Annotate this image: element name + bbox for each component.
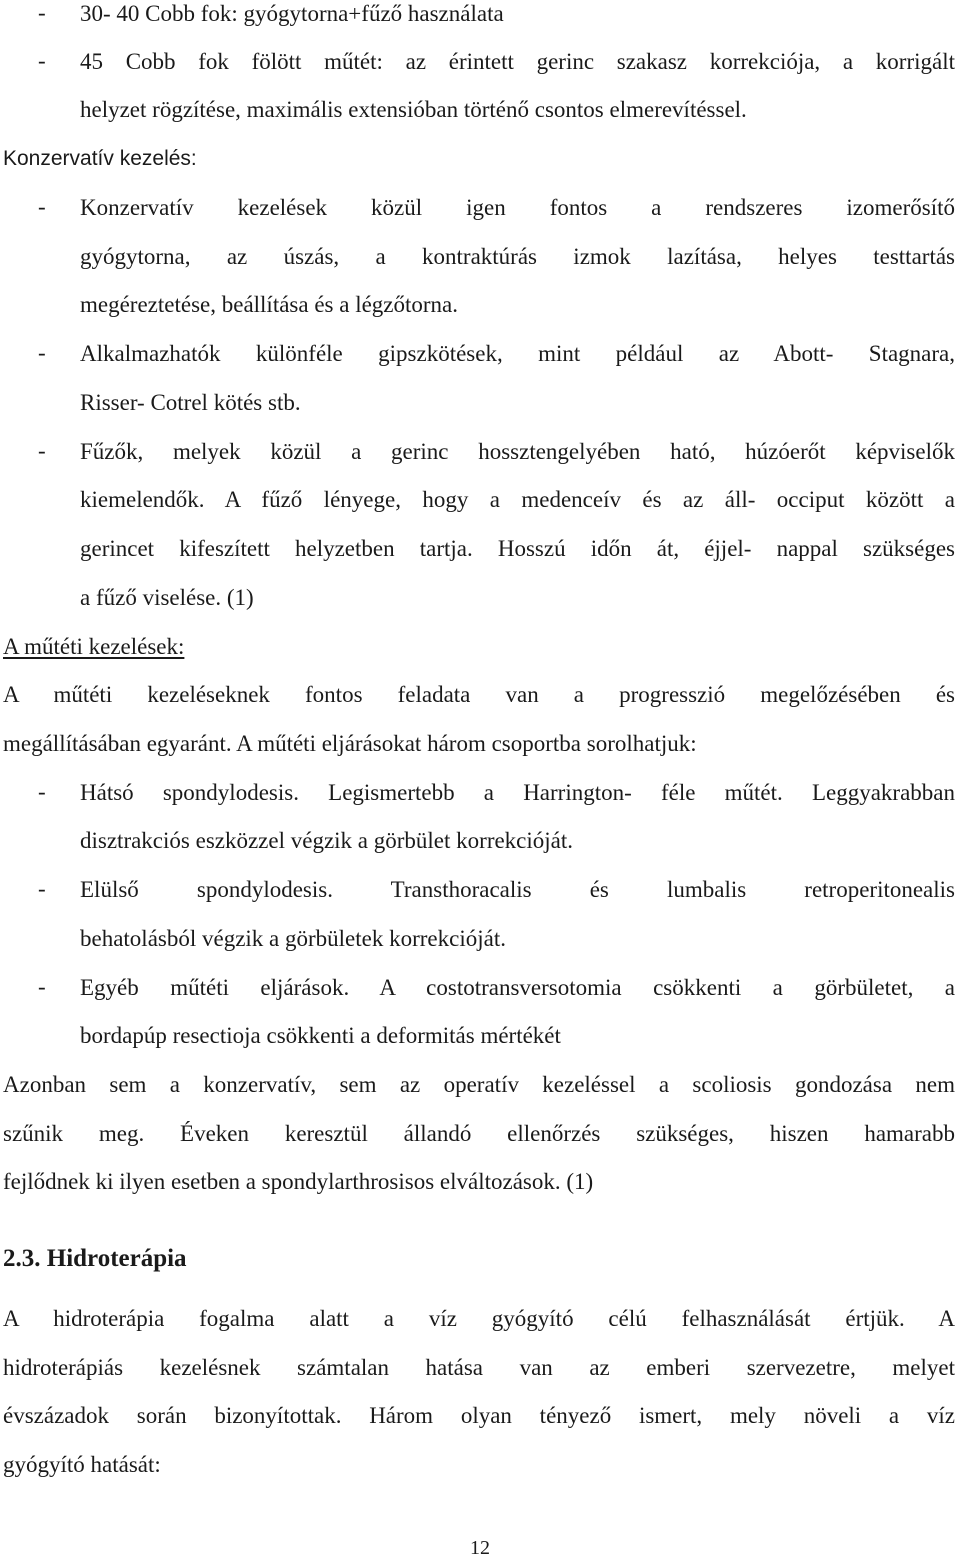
text-line: a fűző viselése. (1): [80, 585, 254, 610]
bullet-dash: -: [38, 340, 46, 365]
text-line: hidroterápiás kezelésnek számtalan hatása van az emberi szervezetre, melyet: [3, 1355, 955, 1380]
bullet-dash: -: [38, 0, 46, 25]
bullet-dash: -: [38, 876, 46, 901]
text-line: Egyéb műtéti eljárások. A costotransversotomia csökkenti a görbületet, a: [80, 975, 955, 1000]
section-subheading: A műtéti kezelések:: [3, 634, 185, 659]
text-line: gyógytorna, az úszás, a kontraktúrás izmok lazítása, helyes testtartás: [80, 244, 955, 269]
bullet-dash: -: [38, 48, 46, 73]
text-line: Hátsó spondylodesis. Legismertebb a Harrington- féle műtét. Leggyakrabban: [80, 780, 955, 805]
bullet-dash: -: [38, 974, 46, 999]
text-line: 45 Cobb fok fölött műtét: az érintett gerinc szakasz korrekciója, a korrigált: [80, 49, 955, 74]
text-line: A műtéti kezeléseknek fontos feladata van a progresszió megelőzésében és: [3, 682, 955, 707]
text-line: bordapúp resectioja csökkenti a deformitás mértékét: [80, 1023, 561, 1048]
text-line: szűnik meg. Éveken keresztül állandó ellenőrzés szükséges, hiszen hamarabb: [3, 1121, 955, 1146]
text-line: behatolásból végzik a görbületek korrekcióját.: [80, 926, 506, 951]
text-line: megéreztetése, beállítása és a légzőtorna.: [80, 292, 459, 317]
text-line: fejlődnek ki ilyen esetben a spondylarthrosisos elváltozások. (1): [3, 1169, 594, 1194]
text-line: Risser- Cotrel kötés stb.: [80, 390, 301, 415]
page-number: 12: [470, 1537, 490, 1559]
text-line: évszázadok során bizonyítottak. Három olyan tényező ismert, mely növeli a víz: [3, 1403, 955, 1428]
text-line: 30- 40 Cobb fok: gyógytorna+fűző használata: [80, 1, 504, 26]
bullet-dash: -: [38, 194, 46, 219]
text-line: helyzet rögzítése, maximális extensióban történő csontos elmerevítéssel.: [80, 97, 747, 122]
text-line: gerincet kifeszített helyzetben tartja. Hosszú időn át, éjjel- nappal szükséges: [80, 536, 955, 561]
text-line: megállításában egyaránt. A műtéti eljárásokat három csoportba sorolhatjuk:: [3, 731, 697, 756]
text-line: Konzervatív kezelések közül igen fontos a rendszeres izomerősítő: [80, 195, 955, 220]
text-line: Alkalmazhatók különféle gipszkötések, mint például az Abott- Stagnara,: [80, 341, 955, 366]
text-line: Elülső spondylodesis. Transthoracalis és lumbalis retroperitonealis: [80, 877, 955, 902]
text-line: gyógyító hatását:: [3, 1452, 161, 1477]
section-subheading: Konzervatív kezelés:: [3, 147, 197, 170]
text-line: kiemelendők. A fűző lényege, hogy a medenceív és az áll- occiput között a: [80, 487, 955, 512]
bullet-dash: -: [38, 779, 46, 804]
bullet-dash: -: [38, 438, 46, 463]
text-line: Azonban sem a konzervatív, sem az operatív kezeléssel a scoliosis gondozása nem: [3, 1072, 955, 1097]
text-line: Fűzők, melyek közül a gerinc hossztengelyében ható, húzóerőt képviselők: [80, 439, 955, 464]
text-line: disztrakciós eszközzel végzik a görbület korrekcióját.: [80, 828, 574, 853]
section-heading: 2.3. Hidroterápia: [3, 1245, 187, 1272]
text-line: A hidroterápia fogalma alatt a víz gyógyító célú felhasználását értjük. A: [3, 1306, 955, 1331]
